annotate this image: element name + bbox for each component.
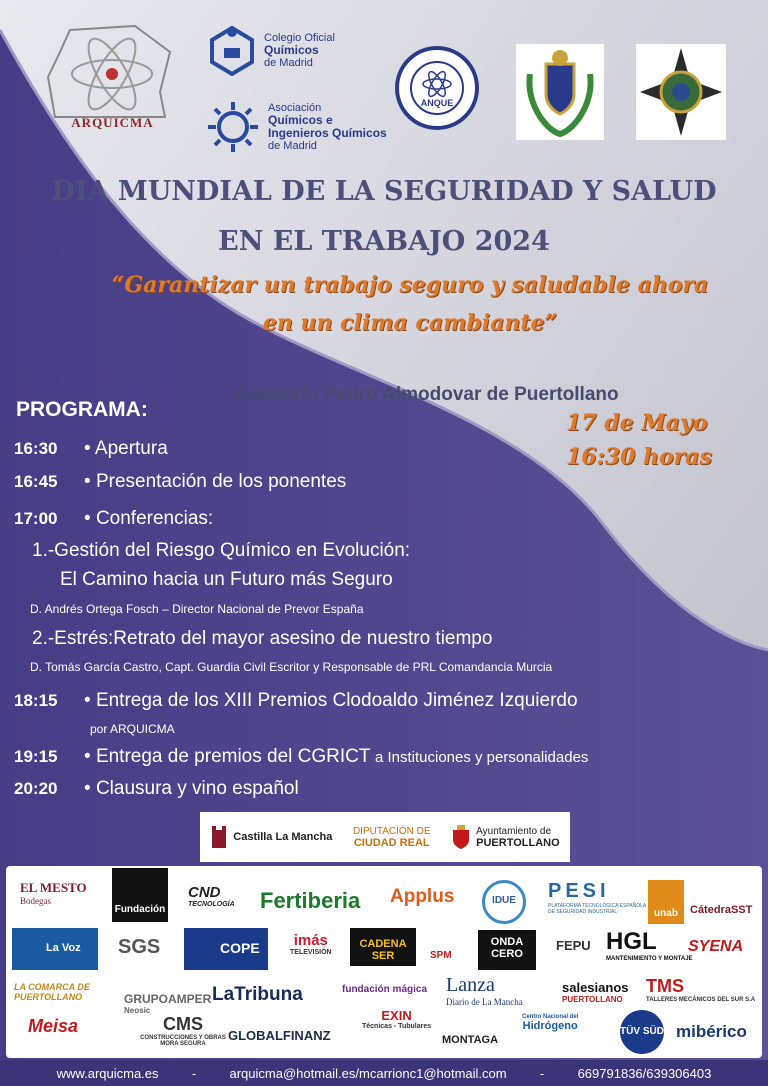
ayto-line2: PUERTOLLANO [476, 836, 560, 849]
sponsor-logo: SPM [430, 950, 452, 961]
item-text: Clausura y vino español [95, 778, 299, 799]
sponsor-logo: FEPU [556, 938, 591, 953]
item-note: por ARQUICMA [90, 722, 175, 736]
asociacion-line4: de Madrid [268, 140, 317, 152]
conf1-line1: 1.-Gestión del Riesgo Químico en Evolución: [32, 540, 411, 561]
item-time: 18:15 [14, 691, 58, 710]
sponsor-logo: ONDA CERO [478, 930, 536, 970]
sponsor-logo: imás TELEVISIÓN [290, 932, 332, 956]
sun-flask-icon [206, 100, 260, 154]
coat-of-arms-logo [516, 44, 604, 145]
asociacion-line3: Ingenieros Químicos [268, 126, 387, 140]
sponsor-logo: EL MESTO Bodegas [20, 880, 87, 906]
item-text: Apertura [94, 438, 168, 459]
arquicma-logo [40, 22, 185, 137]
sponsor-logo: CMS CONSTRUCCIONES Y OBRAS MORA SEGURA [140, 1014, 226, 1047]
program-item: 16:30 • Apertura [14, 438, 168, 459]
diputacion-line1: DIPUTACIÓN DE [352, 825, 431, 837]
sponsor-logo: PESI PLATAFORMA TECNOLÓGICA ESPAÑOLA DE SEGURIDAD INDUSTRIAL [548, 880, 646, 915]
conf2-speaker: D. Tomás García Castro, Capt. Guardia Civil Escritor y Responsable de PRL Comandancia Murcia [30, 660, 553, 674]
sponsor-logo: La Voz [12, 928, 98, 970]
institutions-bar [200, 812, 570, 862]
item-time: 16:30 [14, 439, 58, 458]
sponsor-logo: CADENA SER [350, 928, 416, 966]
sponsors-panel [6, 866, 762, 1058]
sponsor-logo: GLOBALFINANZ [228, 1028, 331, 1043]
venue: Auditorio Pedro Almodovar de Puertollano [234, 384, 619, 405]
sponsor-logo: SGS [118, 936, 161, 958]
star-cross-icon [636, 44, 726, 140]
sponsor-logo: SYENA [688, 938, 744, 955]
program-item: 18:15 • Entrega de los XIII Premios Clodoaldo Jiménez Izquierdo [14, 690, 578, 711]
colegio-quimicos-logo [208, 24, 335, 76]
item-time: 20:20 [14, 779, 58, 798]
sponsor-logo: Fundación [112, 868, 168, 922]
program-item: 19:15 • Entrega de premios del CGRICT a Instituciones y personalidades [14, 746, 589, 767]
sponsor-logo: mibérico [676, 1022, 747, 1041]
ayuntamiento-logo [451, 824, 560, 850]
sponsor-logo: CátedraSST [690, 904, 753, 916]
footer-email[interactable]: arquicma@hotmail.es/mcarrionc1@hotmail.com [229, 1065, 507, 1081]
colegio-line1: Colegio Oficial [264, 31, 335, 44]
sponsor-logo: fundación mágica [342, 984, 428, 995]
sponsor-logo: CND TECNOLOGÍA [188, 884, 235, 908]
title-line2: EN EL TRABAJO 2024 [218, 226, 550, 257]
sponsor-logo: MONTAGA [442, 1034, 499, 1046]
conf2-line1: 2.-Estrés:Retrato del mayor asesino de nuestro tiempo [32, 628, 493, 649]
sponsor-logo: IDUE [482, 880, 526, 924]
program-item: 17:00 • Conferencias: [14, 508, 214, 529]
sponsor-logo: TÜV SÜD [620, 1010, 664, 1054]
anque-label: ANQUE [420, 98, 454, 108]
footer-bar: www.arquicma.es - arquicma@hotmail.es/mcarrionc1@hotmail.com - 669791836/639306403 [0, 1060, 768, 1086]
sponsor-logo: Centro Nacional del Hidrógeno [522, 1014, 579, 1032]
colegio-line3: de Madrid [264, 56, 313, 69]
sponsor-logo: Fertiberia [260, 888, 361, 913]
item-time: 17:00 [14, 509, 58, 528]
sponsor-logo: Applus [390, 886, 455, 907]
sponsor-logo: unab [648, 880, 684, 924]
item-text: Entrega de los XIII Premios Clodoaldo Jiménez Izquierdo [95, 690, 578, 711]
item-text: Entrega de premios del CGRICT [95, 746, 371, 767]
item-time: 19:15 [14, 747, 58, 766]
anque-seal-icon [393, 44, 481, 132]
footer-phone: 669791836/639306403 [577, 1065, 712, 1081]
event-date: 17 de Mayo [566, 410, 708, 436]
shield-laurel-icon [516, 44, 604, 140]
program-item: 20:20 • Clausura y vino español [14, 778, 299, 799]
diputacion-line2: CIUDAD REAL [353, 836, 430, 849]
slogan-line1: “Garantizar un trabajo seguro y saludable ahora [111, 272, 709, 298]
item-time: 16:45 [14, 472, 58, 491]
sponsor-logo: TMS TALLERES MECÁNICOS DEL SUR S.A [646, 976, 756, 1003]
colegio-line2: Químicos [264, 42, 319, 57]
sponsor-logo: EXIN Técnicas - Tubulares [362, 1008, 432, 1030]
sponsor-logo: LA COMARCA DE PUERTOLLANO [14, 982, 90, 1002]
diputacion-logo [353, 826, 431, 849]
footer-web[interactable]: www.arquicma.es [56, 1065, 159, 1081]
title-line1: DIA MUNDIAL DE LA SEGURIDAD Y SALUD [51, 176, 717, 207]
program-heading: PROGRAMA: [16, 398, 148, 421]
sponsor-logo: GRUPOAMPER Neosic [124, 992, 212, 1015]
arquicma-label: ARQUICMA [71, 115, 154, 130]
conf1-line2: El Camino hacia un Futuro más Seguro [60, 569, 393, 590]
sponsor-logo: COPE [184, 928, 268, 970]
atom-map-icon [40, 22, 185, 122]
castilla-label: Castilla La Mancha [233, 831, 333, 843]
sponsor-logo: Lanza Diario de La Mancha [446, 974, 523, 1007]
flask-star-icon [208, 24, 256, 76]
castle-icon [210, 824, 228, 850]
asociacion-line1: Asociación [268, 102, 322, 114]
event-time: 16:30 horas [566, 444, 712, 470]
sponsor-logo: HGL MANTENIMIENTO Y MONTAJE [606, 928, 693, 962]
item-note: a Instituciones y personalidades [374, 749, 589, 766]
crest-icon [451, 824, 471, 850]
item-text: Conferencias: [95, 508, 214, 529]
slogan-line2: en un clima cambiante” [262, 310, 558, 336]
conf1-speaker: D. Andrés Ortega Fosch – Director Nacional de Prevor España [30, 602, 364, 616]
castilla-la-mancha-logo [210, 824, 332, 850]
anque-seal [393, 44, 481, 137]
ayto-line1: Ayuntamiento de [476, 825, 552, 837]
item-text: Presentación de los ponentes [95, 471, 347, 492]
asociacion-line2: Químicos e [268, 113, 333, 127]
program-item: 16:45 • Presentación de los ponentes [14, 471, 347, 492]
asociacion-quimicos-logo [206, 100, 387, 154]
cgrict-emblem [636, 44, 726, 145]
sponsor-logo: Meisa [28, 1016, 79, 1036]
sponsor-logo: salesianos PUERTOLLANO [562, 980, 629, 1004]
sponsor-logo: LaTribuna [212, 984, 303, 1005]
